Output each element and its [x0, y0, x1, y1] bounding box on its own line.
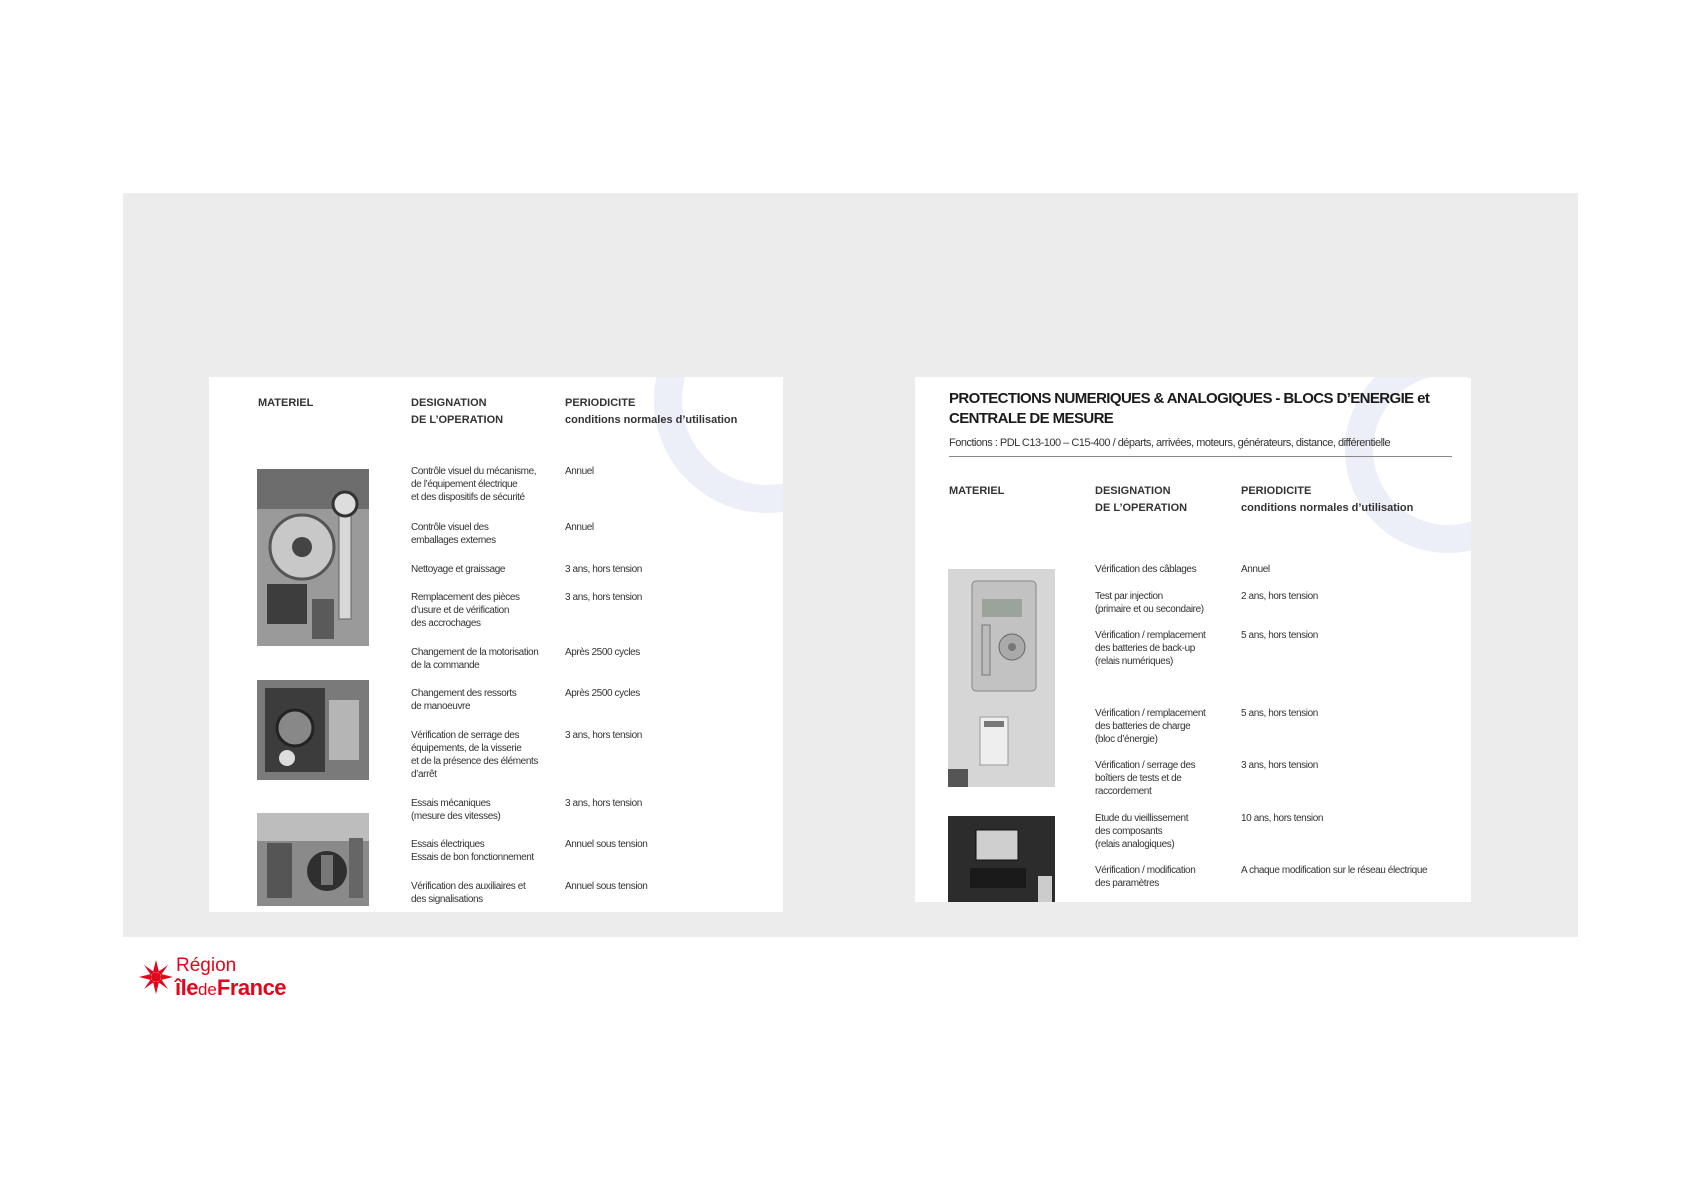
right-row-6-periodicite: 10 ans, hors tension — [1241, 813, 1324, 824]
measuring-unit-photo-image — [948, 816, 1055, 902]
left-row-6-periodicite: Après 2500 cycles — [565, 688, 640, 699]
left-row-7-designation: Vérification de serrage des équipements, de la visserie et de la présence des éléments d’arrêt — [411, 730, 538, 780]
right-row-1-designation: Vérification des câblages — [1095, 564, 1197, 575]
left-row-9-periodicite: Annuel sous tension — [565, 839, 648, 850]
region-ile-de-france-logo — [138, 955, 318, 1003]
logo-ile-de-france-text: îledeFrance — [175, 975, 287, 1000]
header-materiel: MATERIEL — [949, 485, 1005, 497]
left-row-2-periodicite: Annuel — [565, 522, 594, 533]
header-designation: DESIGNATION DE L’OPERATION — [1095, 485, 1188, 514]
left-row-10-designation: Vérification des auxiliaires et des signalisations — [411, 881, 526, 905]
breaker-mechanism-photo-image — [257, 469, 369, 646]
right-row-2-designation: Test par injection (primaire et ou secondaire) — [1095, 591, 1204, 615]
right-row-2-periodicite: 2 ans, hors tension — [1241, 591, 1318, 602]
right-row-4-periodicite: 5 ans, hors tension — [1241, 708, 1318, 719]
left-row-8-designation: Essais mécaniques (mesure des vitesses) — [411, 798, 501, 822]
left-row-4-periodicite: 3 ans, hors tension — [565, 592, 642, 603]
right-row-7-periodicite: A chaque modification sur le réseau électrique — [1241, 865, 1428, 876]
right-row-1-periodicite: Annuel — [1241, 564, 1270, 575]
left-slide — [209, 377, 783, 912]
right-row-5-periodicite: 3 ans, hors tension — [1241, 760, 1318, 771]
slide-title: PROTECTIONS NUMERIQUES & ANALOGIQUES - BLOCS D’ENERGIE et CENTRALE DE MESURE — [949, 390, 1430, 427]
breaker-operating-photo — [257, 813, 369, 906]
protection-relay-photo — [948, 569, 1055, 787]
left-row-7-periodicite: 3 ans, hors tension — [565, 730, 642, 741]
right-row-7-designation: Vérification / modification des paramètres — [1095, 865, 1196, 889]
left-row-3-designation: Nettoyage et graissage — [411, 564, 506, 575]
left-row-5-designation: Changement de la motorisation de la commande — [411, 647, 539, 671]
right-row-4-designation: Vérification / remplacement des batteries de charge (bloc d’énergie) — [1095, 708, 1206, 745]
left-row-9-designation: Essais électriques Essais de bon fonctionnement — [411, 839, 534, 863]
left-row-4-designation: Remplacement des pièces d’usure et de vérification des accrochages — [411, 592, 520, 629]
left-row-1-periodicite: Annuel — [565, 466, 594, 477]
protection-relay-photo-image — [948, 569, 1055, 787]
left-row-5-periodicite: Après 2500 cycles — [565, 647, 640, 658]
left-row-6-designation: Changement des ressorts de manoeuvre — [411, 688, 517, 712]
left-row-1-designation: Contrôle visuel du mécanisme, de l’équipement électrique et des dispositifs de sécurité — [411, 466, 537, 503]
left-row-2-designation: Contrôle visuel des emballages externes — [411, 522, 496, 546]
header-designation: DESIGNATION DE L’OPERATION — [411, 397, 504, 426]
right-row-5-designation: Vérification / serrage des boîtiers de tests et de raccordement — [1095, 760, 1196, 797]
breaker-springs-photo-image — [257, 680, 369, 780]
measuring-unit-photo — [948, 816, 1055, 902]
breaker-operating-photo-image — [257, 813, 369, 906]
left-row-8-periodicite: 3 ans, hors tension — [565, 798, 642, 809]
right-slide — [915, 377, 1471, 902]
left-row-3-periodicite: 3 ans, hors tension — [565, 564, 642, 575]
header-materiel: MATERIEL — [258, 397, 314, 409]
breaker-springs-photo — [257, 680, 369, 780]
right-row-3-designation: Vérification / remplacement des batteries de back-up (relais numériques) — [1095, 630, 1206, 667]
header-periodicite: PERIODICITE conditions normales d’utilisation — [565, 397, 738, 426]
title-divider — [949, 456, 1452, 457]
logo-region-text: Région — [176, 955, 237, 976]
right-row-6-designation: Etude du vieillissement des composants (relais analogiques) — [1095, 813, 1189, 850]
left-row-10-periodicite: Annuel sous tension — [565, 881, 648, 892]
header-periodicite: PERIODICITE conditions normales d’utilisation — [1241, 485, 1414, 514]
slide-subtitle: Fonctions : PDL C13-100 – C15-400 / départs, arrivées, moteurs, générateurs, distance, différentielle — [949, 437, 1391, 449]
star-icon — [138, 959, 174, 995]
breaker-mechanism-photo — [257, 469, 369, 646]
right-row-3-periodicite: 5 ans, hors tension — [1241, 630, 1318, 641]
